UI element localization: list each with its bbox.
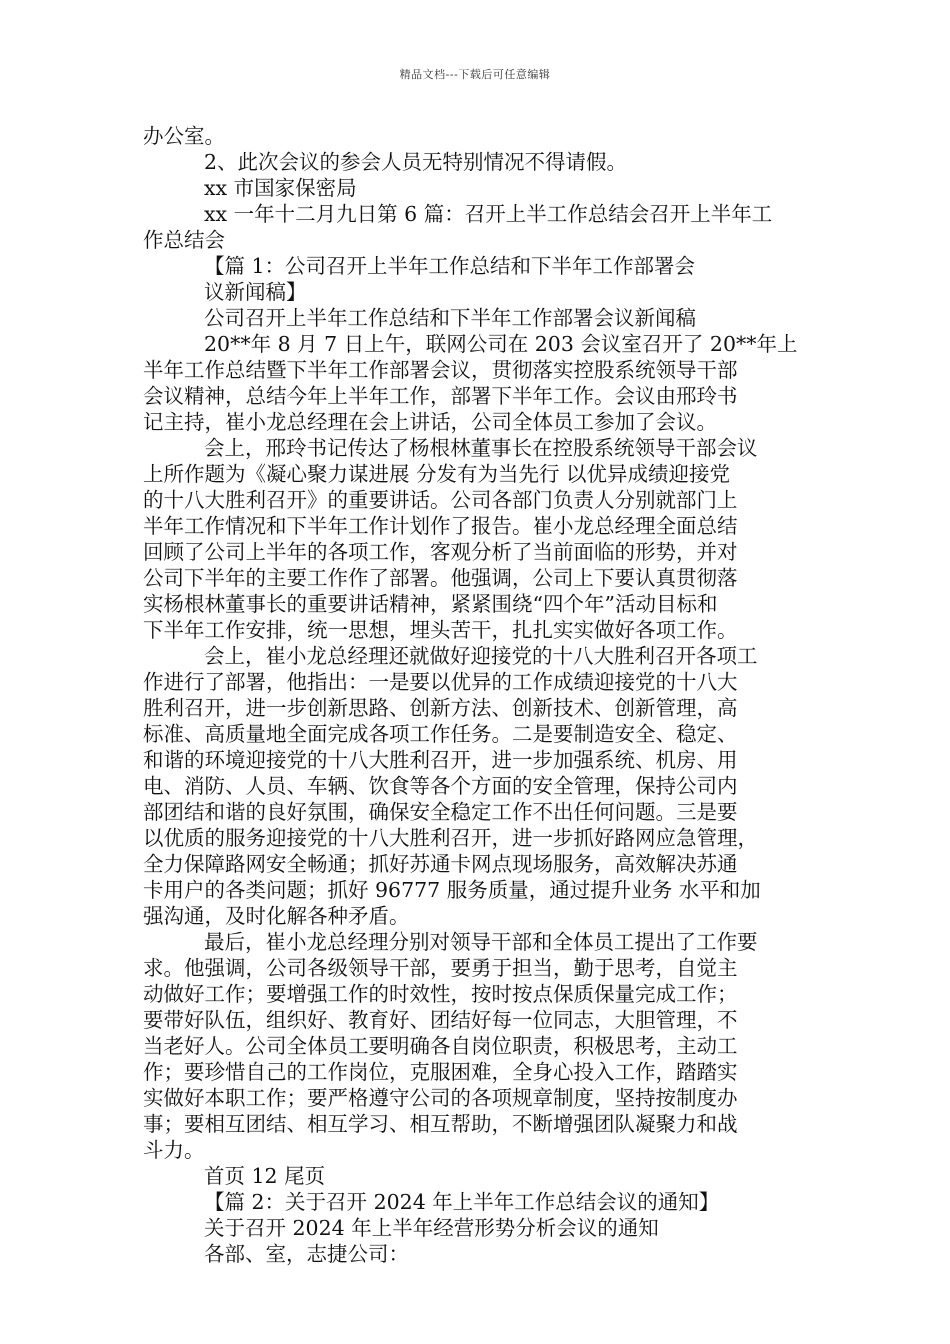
text-line: xx 一年十二月九日第 6 篇：召开上半工作总结会召开上半年工 <box>204 202 773 226</box>
text-line: 公司召开上半年工作总结和下半年工作部署会议新闻稿 <box>204 306 696 330</box>
text-line: 标准、高质量地全面完成各项工作任务。二是要制造安全、稳定、 <box>143 722 738 746</box>
text-line: 斗力。 <box>143 1138 205 1162</box>
text-line: 实做好本职工作；要严格遵守公司的各项规章制度，坚持按制度办 <box>143 1086 738 1110</box>
text-line: 以优质的服务迎接党的十八大胜利召开，进一步抓好路网应急管理， <box>143 826 758 850</box>
text-line: 半年工作情况和下半年工作计划作了报告。崔小龙总经理全面总结 <box>143 514 738 538</box>
text-line: 要带好队伍，组织好、教育好、团结好每一位同志，大胆管理，不 <box>143 1008 738 1032</box>
text-line: 最后，崔小龙总经理分别对领导干部和全体员工提出了工作要 <box>204 930 758 954</box>
text-line: 求。他强调，公司各级领导干部，要勇于担当，勤于思考，自觉主 <box>143 956 738 980</box>
text-line: 【篇 2：关于召开 2024 年上半年工作总结会议的通知】 <box>204 1190 720 1214</box>
text-line: 实杨根林董事长的重要讲话精神，紧紧围绕“四个年”活动目标和 <box>143 592 718 616</box>
text-line: 20**年 8 月 7 日上午，联网公司在 203 会议室召开了 20**年上 <box>204 332 798 356</box>
text-line: 电、消防、人员、车辆、饮食等各个方面的安全管理，保持公司内 <box>143 774 738 798</box>
text-line: 半年工作总结暨下半年工作部署会议，贯彻落实控股系统领导干部 <box>143 358 738 382</box>
text-line: 当老好人。公司全体员工要明确各自岗位职责，积极思考，主动工 <box>143 1034 738 1058</box>
text-line: 动做好工作；要增强工作的时效性，按时按点保质保量完成工作； <box>143 982 738 1006</box>
text-line: 事；要相互团结、相互学习、相互帮助，不断增强团队凝聚力和战 <box>143 1112 738 1136</box>
text-line: 会上，崔小龙总经理还就做好迎接党的十八大胜利召开各项工 <box>204 644 758 668</box>
text-line: 作进行了部署，他指出：一是要以优异的工作成绩迎接党的十八大 <box>143 670 738 694</box>
page-header: 精品文档---下载后可任意编辑 <box>399 68 551 81</box>
text-line: 全力保障路网安全畅通；抓好苏通卡网点现场服务，高效解决苏通 <box>143 852 738 876</box>
text-line: 下半年工作安排，统一思想，埋头苦干，扎扎实实做好各项工作。 <box>143 618 738 642</box>
text-line: 作总结会 <box>143 228 225 252</box>
text-line: 办公室。 <box>143 124 225 148</box>
text-line: 2、此次会议的参会人员无特别情况不得请假。 <box>204 150 628 174</box>
text-line: 的十八大胜利召开》的重要讲话。公司各部门负责人分别就部门上 <box>143 488 738 512</box>
text-line: 首页 12 尾页 <box>204 1164 326 1188</box>
text-line: 胜利召开，进一步创新思路、创新方法、创新技术、创新管理，高 <box>143 696 738 720</box>
text-line: xx 市国家保密局 <box>204 176 357 200</box>
document-body <box>143 123 815 1267</box>
text-line: 公司下半年的主要工作作了部署。他强调，公司上下要认真贯彻落 <box>143 566 738 590</box>
text-line: 关于召开 2024 年上半年经营形势分析会议的通知 <box>204 1216 659 1240</box>
text-line: 上所作题为《凝心聚力谋进展 分发有为当先行 以优异成绩迎接党 <box>143 462 731 486</box>
text-line: 记主持，崔小龙总经理在会上讲话，公司全体员工参加了会议。 <box>143 410 717 434</box>
text-line: 卡用户的各类问题；抓好 96777 服务质量，通过提升业务 水平和加 <box>143 878 761 902</box>
text-line: 会议精神，总结今年上半年工作，部署下半年工作。会议由邢玲书 <box>143 384 738 408</box>
text-line: 部团结和谐的良好氛围，确保安全稳定工作不出任何问题。三是要 <box>143 800 738 824</box>
text-line: 强沟通，及时化解各种矛盾。 <box>143 904 410 928</box>
text-line: 【篇 1：公司召开上半年工作总结和下半年工作部署会 <box>204 254 696 278</box>
text-line: 和谐的环境迎接党的十八大胜利召开，进一步加强系统、机房、用 <box>143 748 738 772</box>
text-line: 各部、室，志捷公司： <box>204 1242 409 1266</box>
text-line: 议新闻稿】 <box>204 280 307 304</box>
text-line: 回顾了公司上半年的各项工作，客观分析了当前面临的形势，并对 <box>143 540 738 564</box>
text-line: 会上，邢玲书记传达了杨根林董事长在控股系统领导干部会议 <box>204 436 758 460</box>
text-line: 作；要珍惜自己的工作岗位，克服困难，全身心投入工作，踏踏实 <box>143 1060 738 1084</box>
